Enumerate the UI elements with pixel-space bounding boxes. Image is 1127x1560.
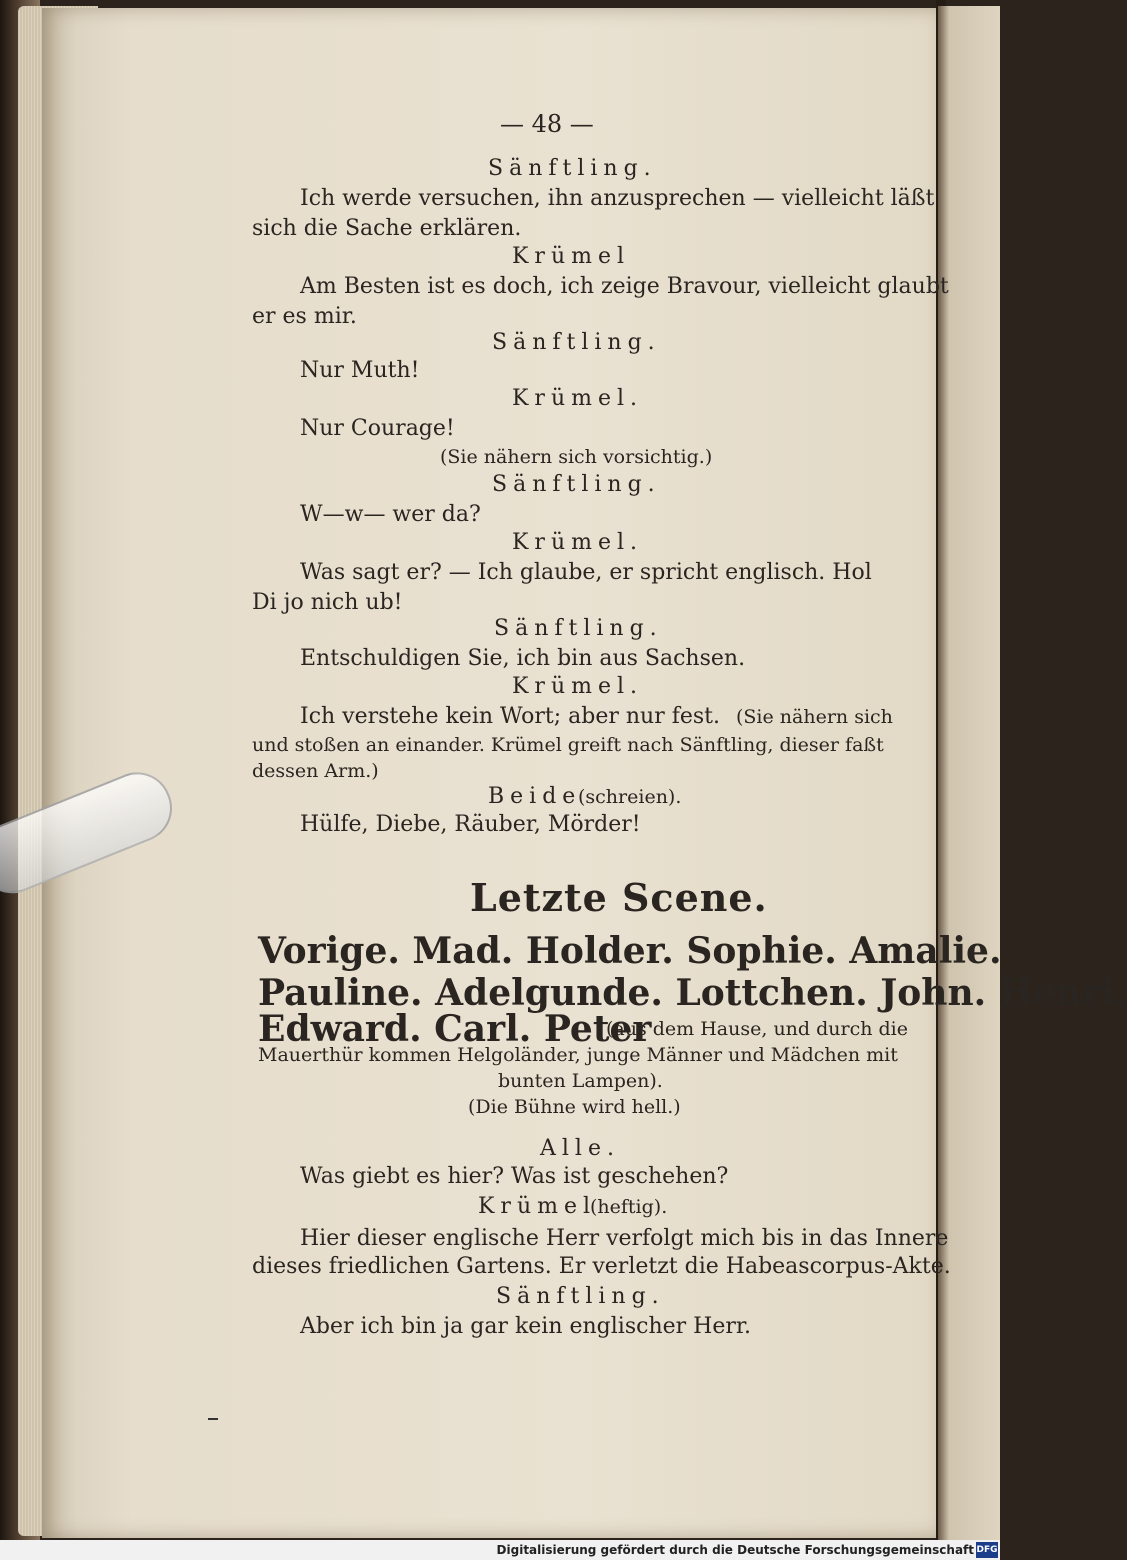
facing-page-edge [938, 6, 1000, 1540]
speaker-kruemel: Krümel [478, 1194, 597, 1219]
stage-direction: (Sie nähern sich [736, 706, 893, 728]
stage-direction: (aus dem Hause, und durch die [606, 1018, 908, 1040]
text-line: Entschuldigen Sie, ich bin aus Sachsen. [300, 646, 746, 671]
speaker-saenftling: Sänftling. [492, 472, 661, 497]
speaker-beide: Beide [488, 784, 582, 809]
text-line: Aber ich bin ja gar kein englischer Herr. [300, 1314, 751, 1339]
text-line: dieses friedlichen Gartens. Er verletzt die Habeascorpus-Akte. [252, 1254, 951, 1279]
stage-direction: und stoßen an einander. Krümel greift nach Sänftling, dieser faßt [252, 734, 884, 756]
stage-direction: (Sie nähern sich vorsichtig.) [440, 446, 713, 468]
text-line: Am Besten ist es doch, ich zeige Bravour, vielleicht glaubt [300, 274, 949, 299]
stage-direction: bunten Lampen). [498, 1070, 663, 1092]
text-line: W—w— wer da? [300, 502, 481, 527]
text-line: Di jo nich ub! [252, 590, 403, 615]
speaker-saenftling: Sänftling. [496, 1284, 665, 1309]
stage-direction: (heftig). [590, 1196, 668, 1218]
footer-credit: Digitalisierung gefördert durch die Deutsche Forschungsgemeinschaft [496, 1543, 974, 1557]
text-line: Ich verstehe kein Wort; aber nur fest. [300, 704, 721, 729]
speaker-alle: Alle. [540, 1136, 620, 1161]
text-line: Was sagt er? — Ich glaube, er spricht englisch. Hol [300, 560, 872, 585]
speaker-kruemel: Krümel. [512, 530, 644, 555]
cast-line: Vorige. Mad. Holder. Sophie. Amalie. [258, 930, 1002, 972]
stage-direction: (schreien). [578, 786, 682, 808]
speaker-saenftling: Sänftling. [494, 616, 663, 641]
scene-heading: Letzte Scene. [470, 875, 768, 920]
print-mark [208, 1418, 218, 1420]
stage-direction: dessen Arm.) [252, 760, 379, 782]
text-line: Nur Muth! [300, 358, 420, 383]
text-line: Hier dieser englische Herr verfolgt mich bis in das Innere [300, 1226, 949, 1251]
cast-line: Edward. Carl. Peter [258, 1008, 652, 1050]
stage-direction: (Die Bühne wird hell.) [468, 1096, 681, 1118]
text-line: sich die Sache erklären. [252, 216, 522, 241]
text-line: Nur Courage! [300, 416, 455, 441]
speaker-kruemel: Krümel. [512, 674, 644, 699]
text-line: Ich werde versuchen, ihn anzusprechen — vielleicht läßt [300, 186, 935, 211]
text-line: er es mir. [252, 304, 357, 329]
dfg-logo: DFG [976, 1542, 998, 1558]
text-line: Hülfe, Diebe, Räuber, Mörder! [300, 812, 641, 837]
speaker-kruemel: Krümel [512, 244, 631, 269]
stage-direction: Mauerthür kommen Helgoländer, junge Männer und Mädchen mit [258, 1044, 898, 1066]
speaker-saenftling: Sänftling. [488, 156, 657, 181]
speaker-kruemel: Krümel. [512, 386, 644, 411]
cast-line: Pauline. Adelgunde. Lottchen. John. Henri. [258, 972, 1127, 1014]
page-number: — 48 — [500, 110, 594, 138]
text-line: Was giebt es hier? Was ist geschehen? [300, 1164, 729, 1189]
speaker-saenftling: Sänftling. [492, 330, 661, 355]
